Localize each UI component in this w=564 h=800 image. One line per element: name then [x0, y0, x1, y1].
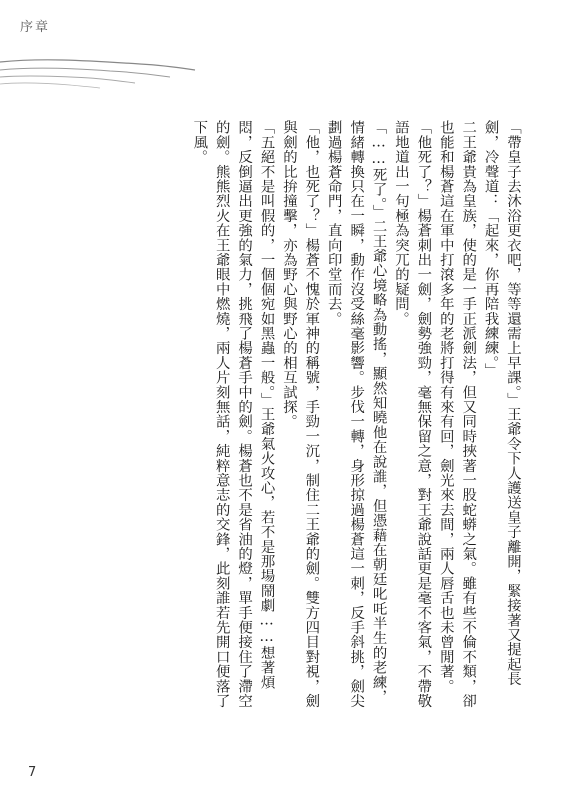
vertical-text-body	[188, 120, 524, 710]
chapter-label: 序章	[20, 20, 51, 35]
paragraph: 「……死了。」二王爺心境略為動搖，顯然知曉他在說誰，但憑藉在朝廷叱吒半生的老練，情緒轉換只在一瞬，動作沒受絲毫影響。步伐一轉，身形掠過楊蒼這一刺，反手斜挑，劍尖劃過楊蒼命門，直向印堂而去。	[325, 120, 387, 708]
paragraph: 「帶皇子去沐浴更衣吧，等等還需上早課。」王爺令下人護送皇子離開，緊接著又提起長劍，冷聲道：「起來，你再陪我練練。」	[482, 120, 521, 687]
page-number: 7	[28, 765, 37, 780]
paragraph: 「他，也死了？」楊蒼不愧於軍神的稱號，手勁一沉，制住二王爺的劍。雙方四目對視，劍與劍的比拚撞擊，亦為野心與野心的相互試探。	[280, 120, 320, 708]
paragraph: 「五絕不是叫假的，一個個宛如黑蟲一般。」王爺氣火攻心，若不是那場鬧劇……想著煩悶，反倒逼出更強的氣力，挑飛了楊蒼手中的劍。楊蒼也不是省油的燈，單手便接住了滯空的劍。熊熊烈火在王爺眼中燃燒，兩人片刻無話，純粹意志的交鋒，此刻誰若先開口便落了下風。	[191, 120, 275, 708]
paragraph: 二王爺貴為皇族，使的是一手正派劍法，但又同時挾著一股蛇蟒之氣。雖有些不倫不類，卻也能和楊蒼這在軍中打滾多年的老將打得有來有回，劍光來去間，兩人唇舌也未曾閒著。	[437, 120, 477, 708]
paragraph: 「他死了？」楊蒼刺出一劍，劍勢強勁，毫無保留之意，對王爺說話更是毫不客氣，不帶敬語地道出一句極為突兀的疑問。	[392, 120, 432, 708]
brush-stroke-ornament	[0, 50, 200, 100]
